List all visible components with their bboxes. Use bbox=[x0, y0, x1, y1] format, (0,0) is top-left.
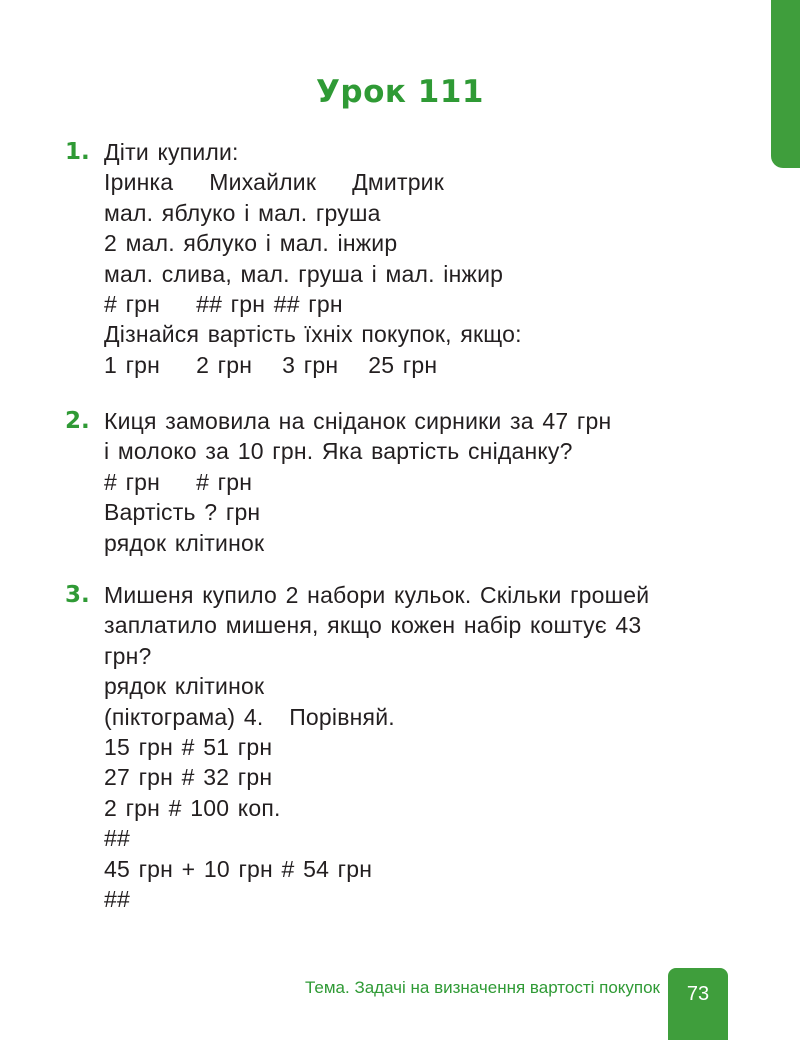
task-text bbox=[104, 406, 730, 558]
price-placeholders-row bbox=[104, 289, 730, 319]
purchase-line: мал. слива, мал. груша і мал. інжир bbox=[104, 260, 504, 287]
comparison: ## bbox=[104, 885, 130, 912]
task-number: 1. bbox=[65, 139, 90, 165]
task-sentence: грн? bbox=[104, 642, 152, 669]
grid-placeholder: рядок клітинок bbox=[104, 673, 265, 700]
comparison: ## bbox=[104, 825, 130, 852]
comparison: 27 грн # 32 грн bbox=[104, 764, 273, 791]
price: 2 грн bbox=[196, 351, 253, 378]
price: 1 грн bbox=[104, 351, 161, 378]
price-placeholder: # грн bbox=[104, 468, 161, 495]
task-number: 3. bbox=[65, 582, 90, 608]
task-text bbox=[104, 580, 730, 914]
task-question: Дізнайся вартість їхніх покупок, якщо: bbox=[104, 321, 522, 348]
purchase-line: 2 мал. яблуко і мал. інжир bbox=[104, 230, 398, 257]
price-placeholders-row bbox=[104, 467, 730, 497]
price: 25 грн bbox=[368, 351, 438, 378]
sentence-text: Киця замовила на сніданок сирники за 47 грн bbox=[104, 408, 612, 434]
next-task-line: (піктограма) 4. Порівняй. bbox=[104, 703, 395, 730]
comparison: 45 грн + 10 грн # 54 грн bbox=[104, 855, 373, 882]
price-placeholder: ## грн bbox=[196, 290, 266, 317]
grid-placeholder: рядок клітинок bbox=[104, 529, 265, 556]
task-number: 2. bbox=[65, 408, 90, 434]
footer-topic: Тема. Задачі на визначення вартості покупок bbox=[304, 978, 660, 997]
task-intro: Діти купили: bbox=[104, 139, 239, 165]
comparison: 2 грн # 100 коп. bbox=[104, 794, 281, 821]
task-sentence: заплатило мишеня, якщо кожен набір коштує 43 bbox=[104, 612, 642, 639]
page-number: 73 bbox=[668, 968, 728, 1040]
name: Михайлик bbox=[209, 169, 317, 196]
comparison: 15 грн # 51 грн bbox=[104, 733, 273, 760]
task-sentence: Мишеня купило 2 набори кульок. Скільки грошей bbox=[104, 582, 650, 608]
purchase-line: мал. яблуко і мал. груша bbox=[104, 199, 381, 226]
price-placeholder: # грн bbox=[196, 468, 253, 495]
price-placeholder: # грн bbox=[104, 290, 161, 317]
total-line: Вартість ? грн bbox=[104, 499, 261, 526]
prices-row bbox=[104, 350, 730, 380]
name: Дмитрик bbox=[352, 169, 444, 196]
task-sentence: і молоко за 10 грн. Яка вартість сніданку? bbox=[104, 438, 573, 465]
price: 3 грн bbox=[282, 351, 339, 378]
price-placeholder: ## грн bbox=[273, 290, 343, 317]
lesson-title: Урок 111 bbox=[316, 74, 484, 110]
name: Іринка bbox=[104, 169, 174, 196]
names-row bbox=[104, 167, 730, 197]
task-text bbox=[104, 137, 730, 380]
task-sentence bbox=[104, 406, 730, 436]
